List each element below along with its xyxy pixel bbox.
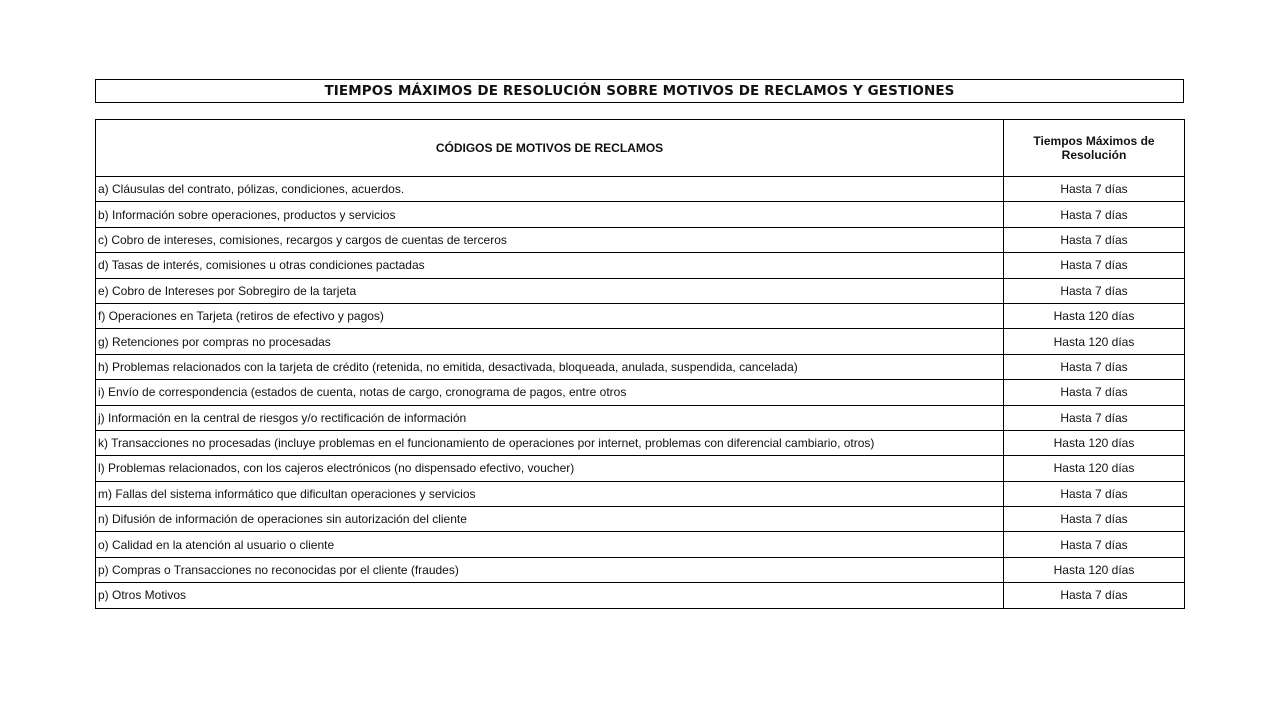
- reason-cell: o) Calidad en la atención al usuario o cliente: [96, 532, 1004, 557]
- time-cell: Hasta 7 días: [1004, 253, 1185, 278]
- time-cell: Hasta 120 días: [1004, 557, 1185, 582]
- reason-cell: h) Problemas relacionados con la tarjeta de crédito (retenida, no emitida, desactivada, bloqueada, anulada, suspendida, cancelada): [96, 354, 1004, 379]
- reason-cell: m) Fallas del sistema informático que dificultan operaciones y servicios: [96, 481, 1004, 506]
- reason-cell: l) Problemas relacionados, con los cajeros electrónicos (no dispensado efectivo, voucher): [96, 456, 1004, 481]
- table-row: [96, 380, 1185, 405]
- time-cell: Hasta 7 días: [1004, 507, 1185, 532]
- reason-cell: j) Información en la central de riesgos y/o rectificación de información: [96, 405, 1004, 430]
- time-cell: Hasta 120 días: [1004, 430, 1185, 455]
- reason-cell: k) Transacciones no procesadas (incluye problemas en el funcionamiento de operaciones por internet, problemas con diferencial cambiario, otros): [96, 430, 1004, 455]
- time-cell: Hasta 120 días: [1004, 329, 1185, 354]
- table-row: [96, 329, 1185, 354]
- reason-cell: p) Compras o Transacciones no reconocidas por el cliente (fraudes): [96, 557, 1004, 582]
- table-row: [96, 456, 1185, 481]
- time-cell: Hasta 7 días: [1004, 202, 1185, 227]
- table-row: [96, 177, 1185, 202]
- time-cell: Hasta 7 días: [1004, 354, 1185, 379]
- table-row: [96, 481, 1185, 506]
- time-cell: Hasta 7 días: [1004, 380, 1185, 405]
- table-header-row: [96, 120, 1185, 177]
- time-cell: Hasta 7 días: [1004, 481, 1185, 506]
- table-row: [96, 253, 1185, 278]
- table-body: [96, 177, 1185, 609]
- time-cell: Hasta 120 días: [1004, 456, 1185, 481]
- time-cell: Hasta 7 días: [1004, 177, 1185, 202]
- table-row: [96, 507, 1185, 532]
- resolution-times-table: [95, 119, 1185, 609]
- time-cell: Hasta 7 días: [1004, 405, 1185, 430]
- reason-cell: n) Difusión de información de operaciones sin autorización del cliente: [96, 507, 1004, 532]
- time-cell: Hasta 7 días: [1004, 583, 1185, 608]
- table-row: [96, 227, 1185, 252]
- reason-cell: p) Otros Motivos: [96, 583, 1004, 608]
- table-row: [96, 405, 1185, 430]
- table-row: [96, 202, 1185, 227]
- reason-cell: g) Retenciones por compras no procesadas: [96, 329, 1004, 354]
- reason-cell: b) Información sobre operaciones, productos y servicios: [96, 202, 1004, 227]
- reason-cell: f) Operaciones en Tarjeta (retiros de efectivo y pagos): [96, 303, 1004, 328]
- time-cell: Hasta 120 días: [1004, 303, 1185, 328]
- time-cell: Hasta 7 días: [1004, 227, 1185, 252]
- time-cell: Hasta 7 días: [1004, 278, 1185, 303]
- header-reason-codes: CÓDIGOS DE MOTIVOS DE RECLAMOS: [96, 120, 1004, 177]
- document-title: TIEMPOS MÁXIMOS DE RESOLUCIÓN SOBRE MOTIVOS DE RECLAMOS Y GESTIONES: [95, 79, 1184, 103]
- table-row: [96, 583, 1185, 608]
- table-row: [96, 303, 1185, 328]
- reason-cell: i) Envío de correspondencia (estados de cuenta, notas de cargo, cronograma de pagos, entre otros: [96, 380, 1004, 405]
- reason-cell: c) Cobro de intereses, comisiones, recargos y cargos de cuentas de terceros: [96, 227, 1004, 252]
- reason-cell: e) Cobro de Intereses por Sobregiro de la tarjeta: [96, 278, 1004, 303]
- table-row: [96, 354, 1185, 379]
- time-cell: Hasta 7 días: [1004, 532, 1185, 557]
- table-row: [96, 278, 1185, 303]
- reason-cell: a) Cláusulas del contrato, pólizas, condiciones, acuerdos.: [96, 177, 1004, 202]
- table-row: [96, 557, 1185, 582]
- table-row: [96, 430, 1185, 455]
- table-row: [96, 532, 1185, 557]
- header-max-resolution-time: Tiempos Máximos de Resolución: [1004, 120, 1185, 177]
- reason-cell: d) Tasas de interés, comisiones u otras condiciones pactadas: [96, 253, 1004, 278]
